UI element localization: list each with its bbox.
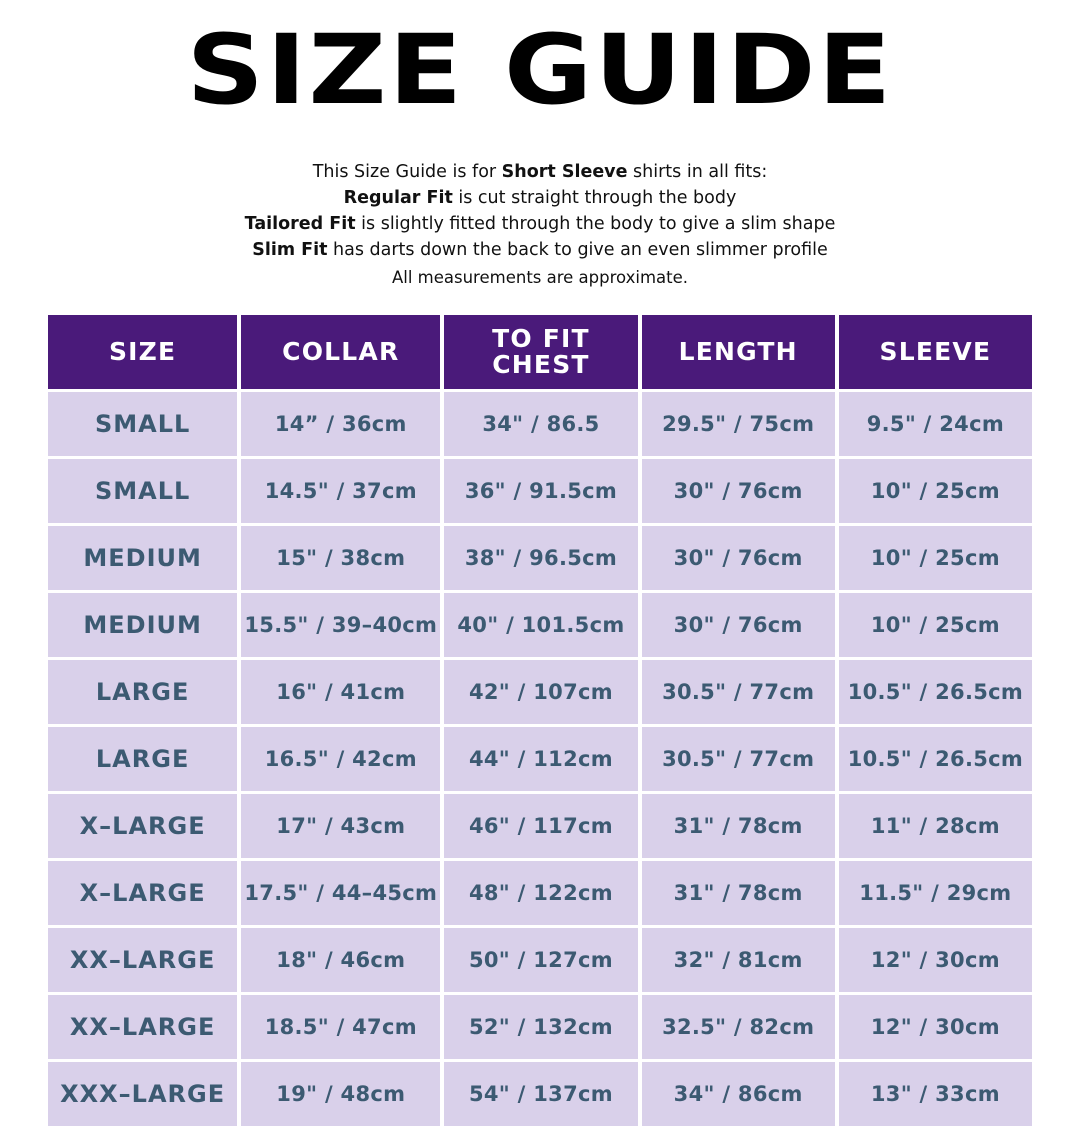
table-cell: 34" / 86cm	[642, 1062, 835, 1126]
intro-line-2-text: is cut straight through the body	[452, 187, 737, 208]
table-cell: 46" / 117cm	[444, 794, 637, 858]
table-cell: 54" / 137cm	[444, 1062, 637, 1126]
intro-line-3-text: is slightly fitted through the body to give a slim shape	[355, 213, 836, 234]
table-cell: 17.5" / 44–45cm	[241, 861, 440, 925]
table-cell: 10" / 25cm	[839, 459, 1032, 523]
table-cell: 13" / 33cm	[839, 1062, 1032, 1126]
column-header-sleeve: SLEEVE	[839, 315, 1032, 390]
table-header-row	[48, 315, 1032, 390]
intro-line-3-bold: Tailored Fit	[244, 213, 356, 234]
cell-size: LARGE	[48, 727, 237, 791]
table-cell: 11" / 28cm	[839, 794, 1032, 858]
table-cell: 30" / 76cm	[642, 593, 835, 657]
table-cell: 40" / 101.5cm	[444, 593, 637, 657]
intro-line-4	[44, 238, 1036, 264]
intro-line-1	[44, 160, 1036, 186]
intro-note: All measurements are approximate.	[391, 267, 689, 287]
size-table-wrapper	[0, 312, 1080, 1129]
table-row	[48, 861, 1032, 925]
table-cell: 10.5" / 26.5cm	[839, 660, 1032, 724]
table-row	[48, 1062, 1032, 1126]
table-header	[48, 315, 1032, 390]
cell-size: XX–LARGE	[48, 928, 237, 992]
intro-line-3	[44, 212, 1036, 238]
column-header-size: SIZE	[48, 315, 237, 390]
cell-size: X–LARGE	[48, 861, 237, 925]
table-cell: 38" / 96.5cm	[444, 526, 637, 590]
cell-size: MEDIUM	[48, 593, 237, 657]
table-cell: 10" / 25cm	[839, 526, 1032, 590]
cell-size: XX–LARGE	[48, 995, 237, 1059]
table-cell: 31" / 78cm	[642, 794, 835, 858]
intro-line-4-bold: Slim Fit	[252, 239, 328, 260]
intro-line-1-bold: Short Sleeve	[501, 162, 628, 182]
cell-size: SMALL	[48, 392, 237, 456]
table-cell: 29.5" / 75cm	[642, 392, 835, 456]
intro-line-2-bold: Regular Fit	[343, 187, 453, 208]
table-cell: 52" / 132cm	[444, 995, 637, 1059]
table-cell: 15.5" / 39–40cm	[241, 593, 440, 657]
table-cell: 10.5" / 26.5cm	[839, 727, 1032, 791]
table-cell: 18.5" / 47cm	[241, 995, 440, 1059]
table-cell: 36" / 91.5cm	[444, 459, 637, 523]
table-cell: 30" / 76cm	[642, 459, 835, 523]
table-cell: 16.5" / 42cm	[241, 727, 440, 791]
table-cell: 17" / 43cm	[241, 794, 440, 858]
table-cell: 12" / 30cm	[839, 928, 1032, 992]
table-cell: 34" / 86.5	[444, 392, 637, 456]
cell-size: LARGE	[48, 660, 237, 724]
table-row	[48, 593, 1032, 657]
table-cell: 18" / 46cm	[241, 928, 440, 992]
cell-size: XXX–LARGE	[48, 1062, 237, 1126]
table-cell: 30.5" / 77cm	[642, 660, 835, 724]
table-row	[48, 660, 1032, 724]
table-row	[48, 459, 1032, 523]
table-cell: 44" / 112cm	[444, 727, 637, 791]
table-cell: 30" / 76cm	[642, 526, 835, 590]
intro-line-4-text: has darts down the back to give an even slimmer profile	[327, 239, 828, 260]
table-body	[48, 392, 1032, 1126]
table-cell: 15" / 38cm	[241, 526, 440, 590]
table-cell: 10" / 25cm	[839, 593, 1032, 657]
table-cell: 9.5" / 24cm	[839, 392, 1032, 456]
table-row	[48, 727, 1032, 791]
table-cell: 30.5" / 77cm	[642, 727, 835, 791]
column-header-length: LENGTH	[642, 315, 835, 390]
table-cell: 11.5" / 29cm	[839, 861, 1032, 925]
table-row	[48, 928, 1032, 992]
column-header-to-fit-chest: TO FIT CHEST	[444, 315, 637, 390]
table-cell: 14” / 36cm	[241, 392, 440, 456]
table-cell: 32.5" / 82cm	[642, 995, 835, 1059]
table-cell: 42" / 107cm	[444, 660, 637, 724]
cell-size: MEDIUM	[48, 526, 237, 590]
table-cell: 12" / 30cm	[839, 995, 1032, 1059]
intro-block	[0, 160, 1080, 290]
table-cell: 48" / 122cm	[444, 861, 637, 925]
cell-size: SMALL	[48, 459, 237, 523]
intro-line-2	[44, 186, 1036, 212]
table-cell: 19" / 48cm	[241, 1062, 440, 1126]
size-table	[44, 312, 1036, 1129]
cell-size: X–LARGE	[48, 794, 237, 858]
intro-line-1-suffix: shirts in all fits:	[627, 162, 768, 182]
table-row	[48, 794, 1032, 858]
table-cell: 32" / 81cm	[642, 928, 835, 992]
table-row	[48, 526, 1032, 590]
intro-line-1-prefix: This Size Guide is for	[312, 162, 502, 182]
table-row	[48, 392, 1032, 456]
column-header-collar: COLLAR	[241, 315, 440, 390]
table-row	[48, 995, 1032, 1059]
table-cell: 14.5" / 37cm	[241, 459, 440, 523]
table-cell: 16" / 41cm	[241, 660, 440, 724]
table-cell: 31" / 78cm	[642, 861, 835, 925]
table-cell: 50" / 127cm	[444, 928, 637, 992]
page-title: SIZE GUIDE	[186, 14, 894, 126]
